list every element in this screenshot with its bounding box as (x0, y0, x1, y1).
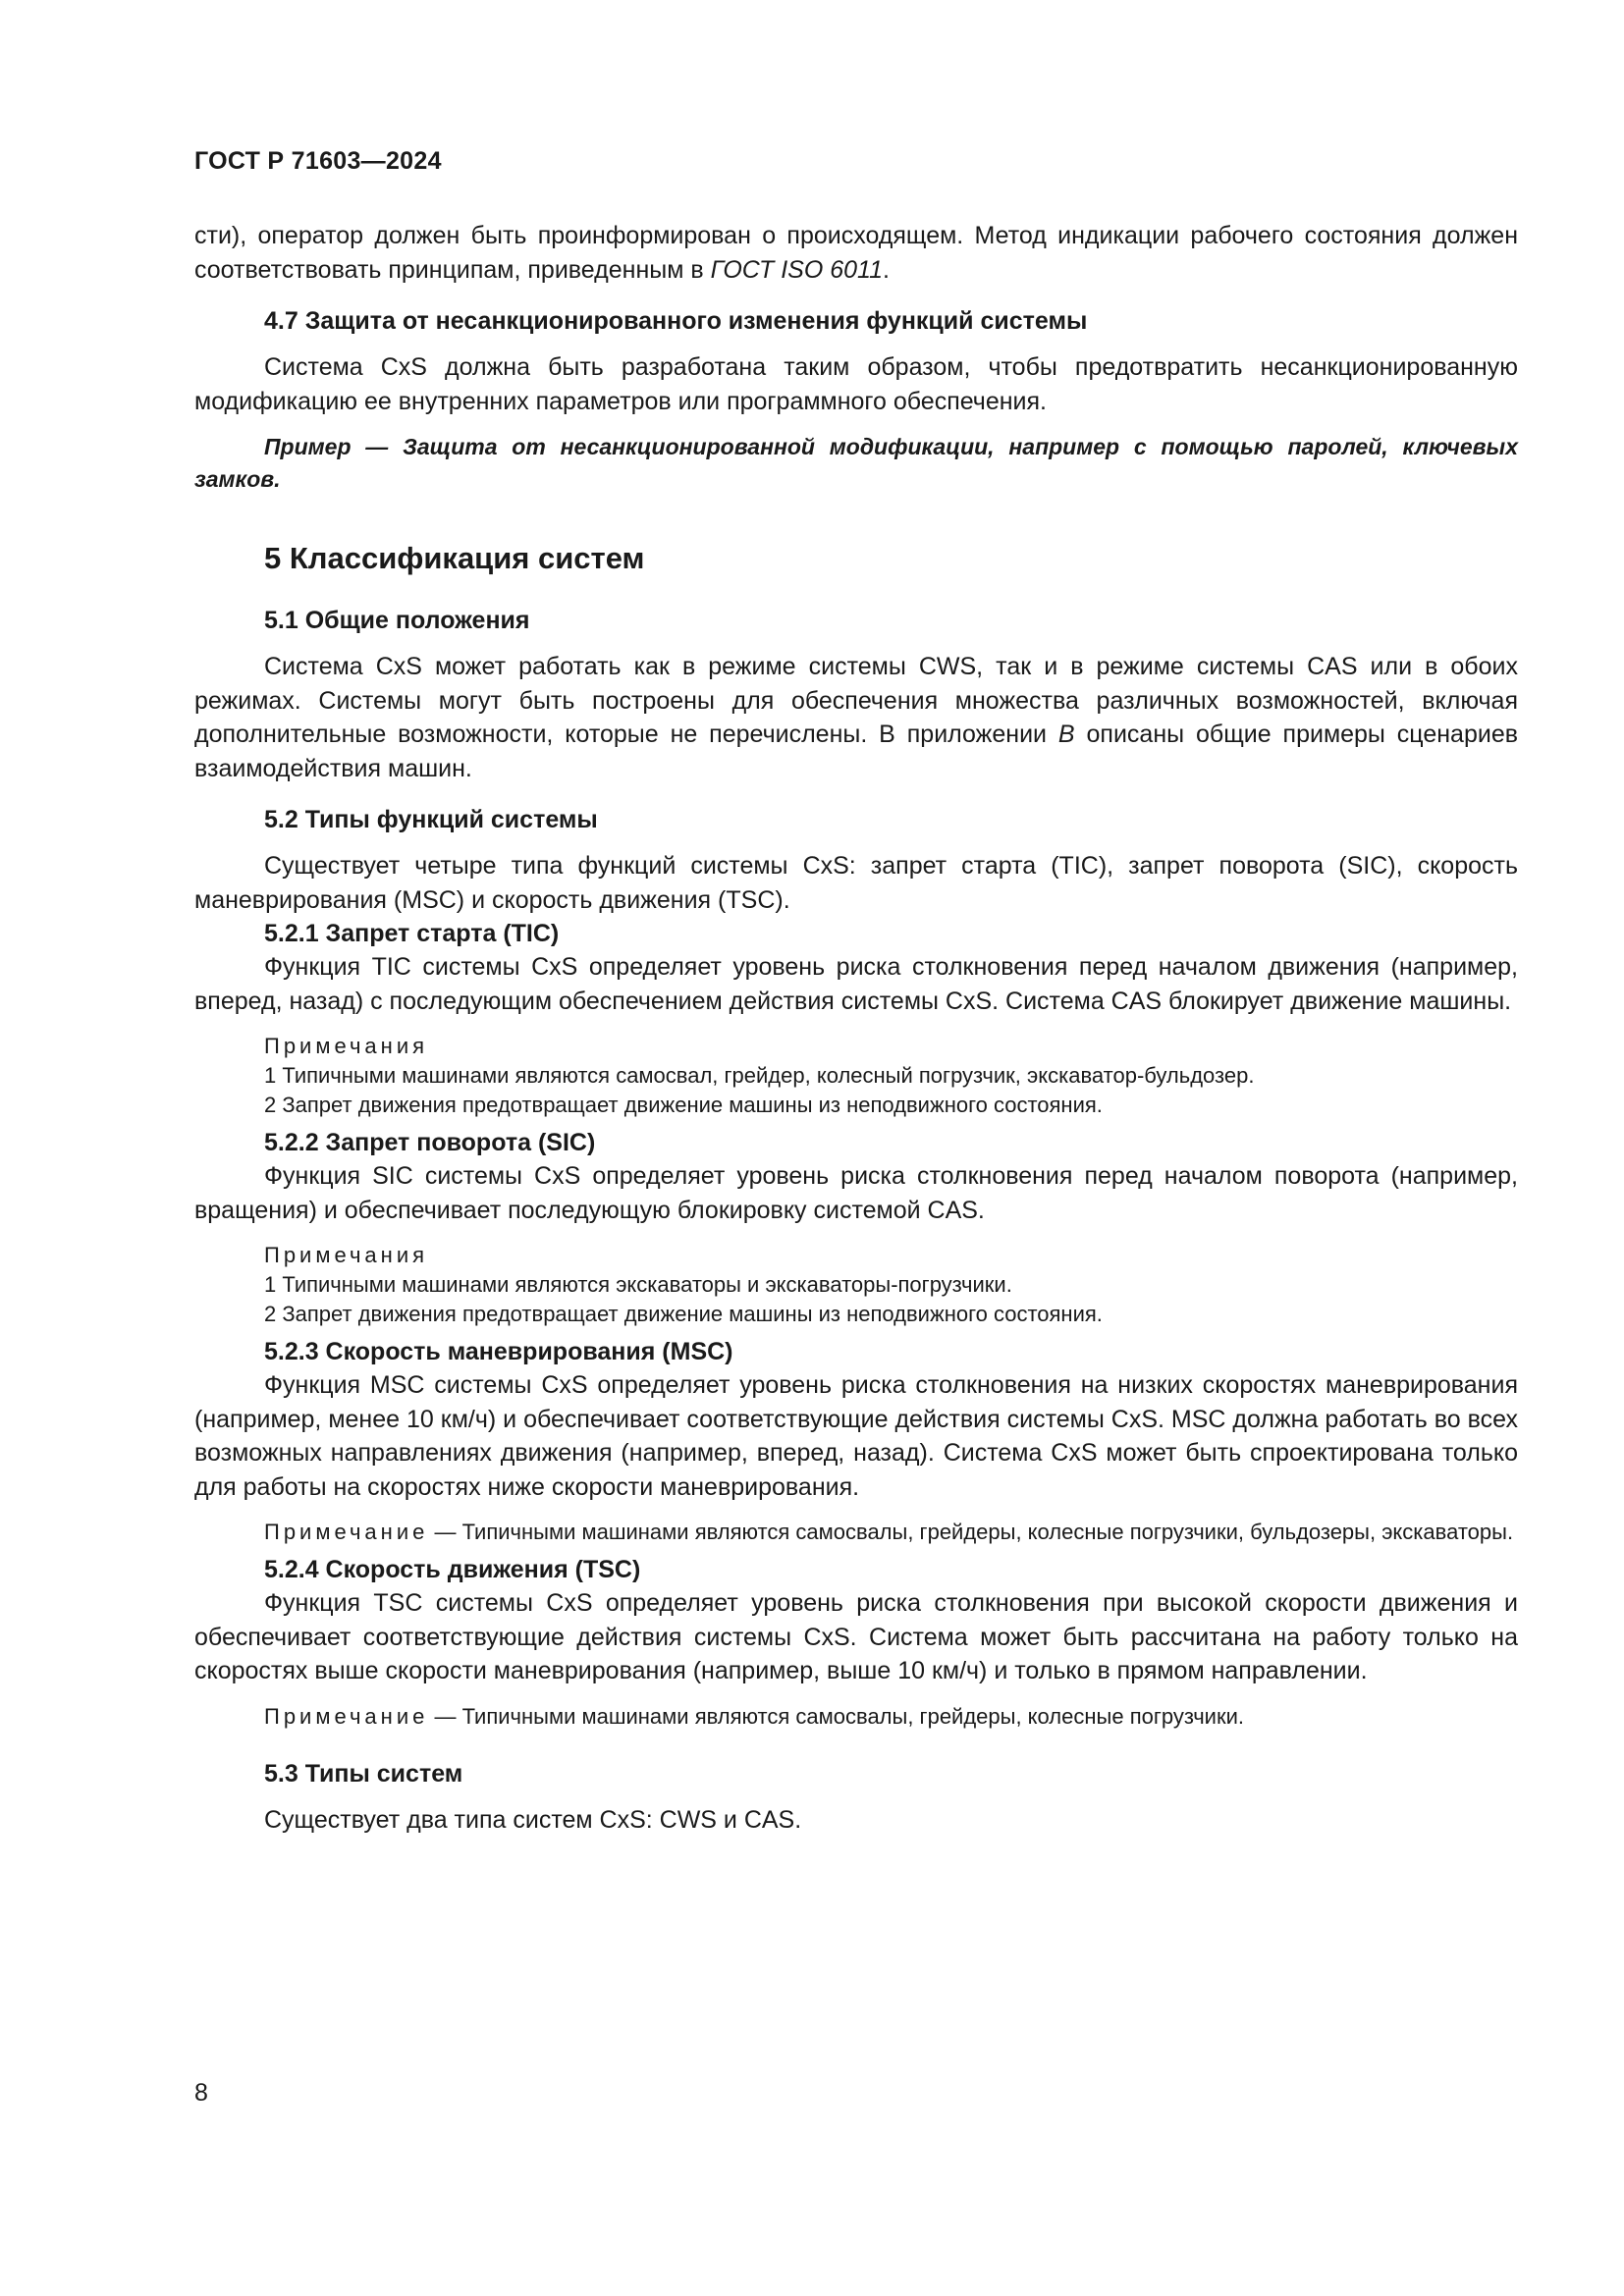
standard-reference-link[interactable]: ГОСТ ISO 6011 (710, 255, 884, 284)
section-5-3-paragraph: Существует два типа систем CxS: CWS и CAS. (264, 1805, 802, 1834)
section-5-2-4-heading: 5.2.4 Скорость движения (TSC) (264, 1556, 641, 1583)
section-5-2-2-paragraph: Функция SIC системы CxS определяет уровень риска столкновения перед началом поворота (например, вращения) и обеспечивает последующую блокировку системой CAS. (194, 1162, 1518, 1224)
document-header: ГОСТ Р 71603—2024 (194, 147, 442, 175)
section-5-2-4-note-text: — Типичными машинами являются самосвалы, грейдеры, колесные погрузчики. (428, 1703, 1244, 1729)
section-5-2-3-paragraph: Функция MSC системы CxS определяет уровень риска столкновения на низких скоростях маневрирования (например, менее 10 км/ч) и обеспечивает соответствующие действия системы CxS. MSC должна работать во всех возможных направлениях движения (например, вперед, назад). Система CxS может быть спроектирована только для работы на скоростях ниже скорости маневрирования. (194, 1371, 1518, 1501)
section-5-2-3-note-text: — Типичными машинами являются самосвалы, грейдеры, колесные погрузчики, бульдозеры, экскаваторы. (428, 1520, 1514, 1544)
section-5-2-4-note-label: Примечание (264, 1703, 429, 1729)
intro-end: . (883, 255, 890, 284)
section-5-3-heading: 5.3 Типы систем (264, 1759, 463, 1788)
document-page (194, 147, 1518, 1837)
intro-paragraph (194, 219, 1518, 287)
appendix-reference-link[interactable]: В (1057, 721, 1075, 748)
intro-text: сти), оператор должен быть проинформирован о происходящем. Метод индикации рабочего состояния должен соответствовать принципам, приведенным в (194, 222, 1518, 284)
section-5-2-3-heading: 5.2.3 Скорость маневрирования (MSC) (264, 1338, 733, 1365)
section-5-1-text-a: Система CxS может работать как в режиме системы CWS, так и в режиме системы CAS или в обоих режимах. Системы могут быть построены для обеспечения множества различных возможностей, включая дополнительные возможности, которые не перечислены. В приложении (194, 653, 1518, 748)
section-5-1-paragraph (194, 650, 1518, 785)
section-5-2-1-paragraph: Функция TIC системы CxS определяет уровень риска столкновения перед началом движения (например, вперед, назад) с последующим обеспечением действия системы CxS. Система CAS блокирует движение машины. (194, 953, 1518, 1015)
section-5-2-2-notes-title: Примечания (264, 1243, 429, 1267)
section-5-2-4-paragraph: Функция TSC системы CxS определяет уровень риска столкновения при высокой скорости движения и обеспечивает соответствующие действия системы CxS. Система может быть рассчитана на работу только на скоростях выше скорости маневрирования (например, выше 10 км/ч) и только в прямом направлении. (194, 1589, 1518, 1684)
section-5-heading: 5 Классификация систем (264, 541, 645, 575)
section-5-2-2-note-1: 1 Типичными машинами являются экскаваторы и экскаваторы-погрузчики. (264, 1272, 1012, 1297)
section-5-2-1-notes-title: Примечания (264, 1034, 429, 1058)
section-4-7-paragraph: Система CxS должна быть разработана таким образом, чтобы предотвратить несанкционированную модификацию ее внутренних параметров или программного обеспечения. (194, 353, 1518, 415)
section-5-2-3-note (194, 1518, 1518, 1547)
section-5-2-4-note (194, 1702, 1518, 1732)
section-5-2-heading: 5.2 Типы функций системы (264, 806, 598, 833)
section-5-2-1-note-2: 2 Запрет движения предотвращает движение машины из неподвижного состояния. (264, 1093, 1103, 1117)
section-5-2-2-heading: 5.2.2 Запрет поворота (SIC) (264, 1129, 596, 1156)
section-4-7-heading: 4.7 Защита от несанкционированного изменения функций системы (264, 307, 1088, 335)
section-5-1-heading: 5.1 Общие положения (264, 607, 530, 634)
section-4-7-example: Пример — Защита от несанкционированной модификации, например с помощью паролей, ключевых замков. (194, 434, 1518, 492)
section-5-2-1-heading: 5.2.1 Запрет старта (TIC) (264, 920, 560, 947)
section-5-1-text-b: описаны общие примеры сценариев взаимодействия машин. (194, 721, 1519, 782)
section-5-2-1-note-1: 1 Типичными машинами являются самосвал, грейдер, колесный погрузчик, экскаватор-бульдозер. (264, 1063, 1255, 1088)
section-5-2-3-note-label: Примечание (264, 1520, 429, 1544)
section-5-2-2-note-2: 2 Запрет движения предотвращает движение машины из неподвижного состояния. (264, 1302, 1103, 1326)
section-5-2-paragraph: Существует четыре типа функций системы CxS: запрет старта (TIC), запрет поворота (SIC), скорость маневрирования (MSC) и скорость движения (TSC). (194, 852, 1518, 914)
page-number: 8 (194, 2079, 208, 2107)
